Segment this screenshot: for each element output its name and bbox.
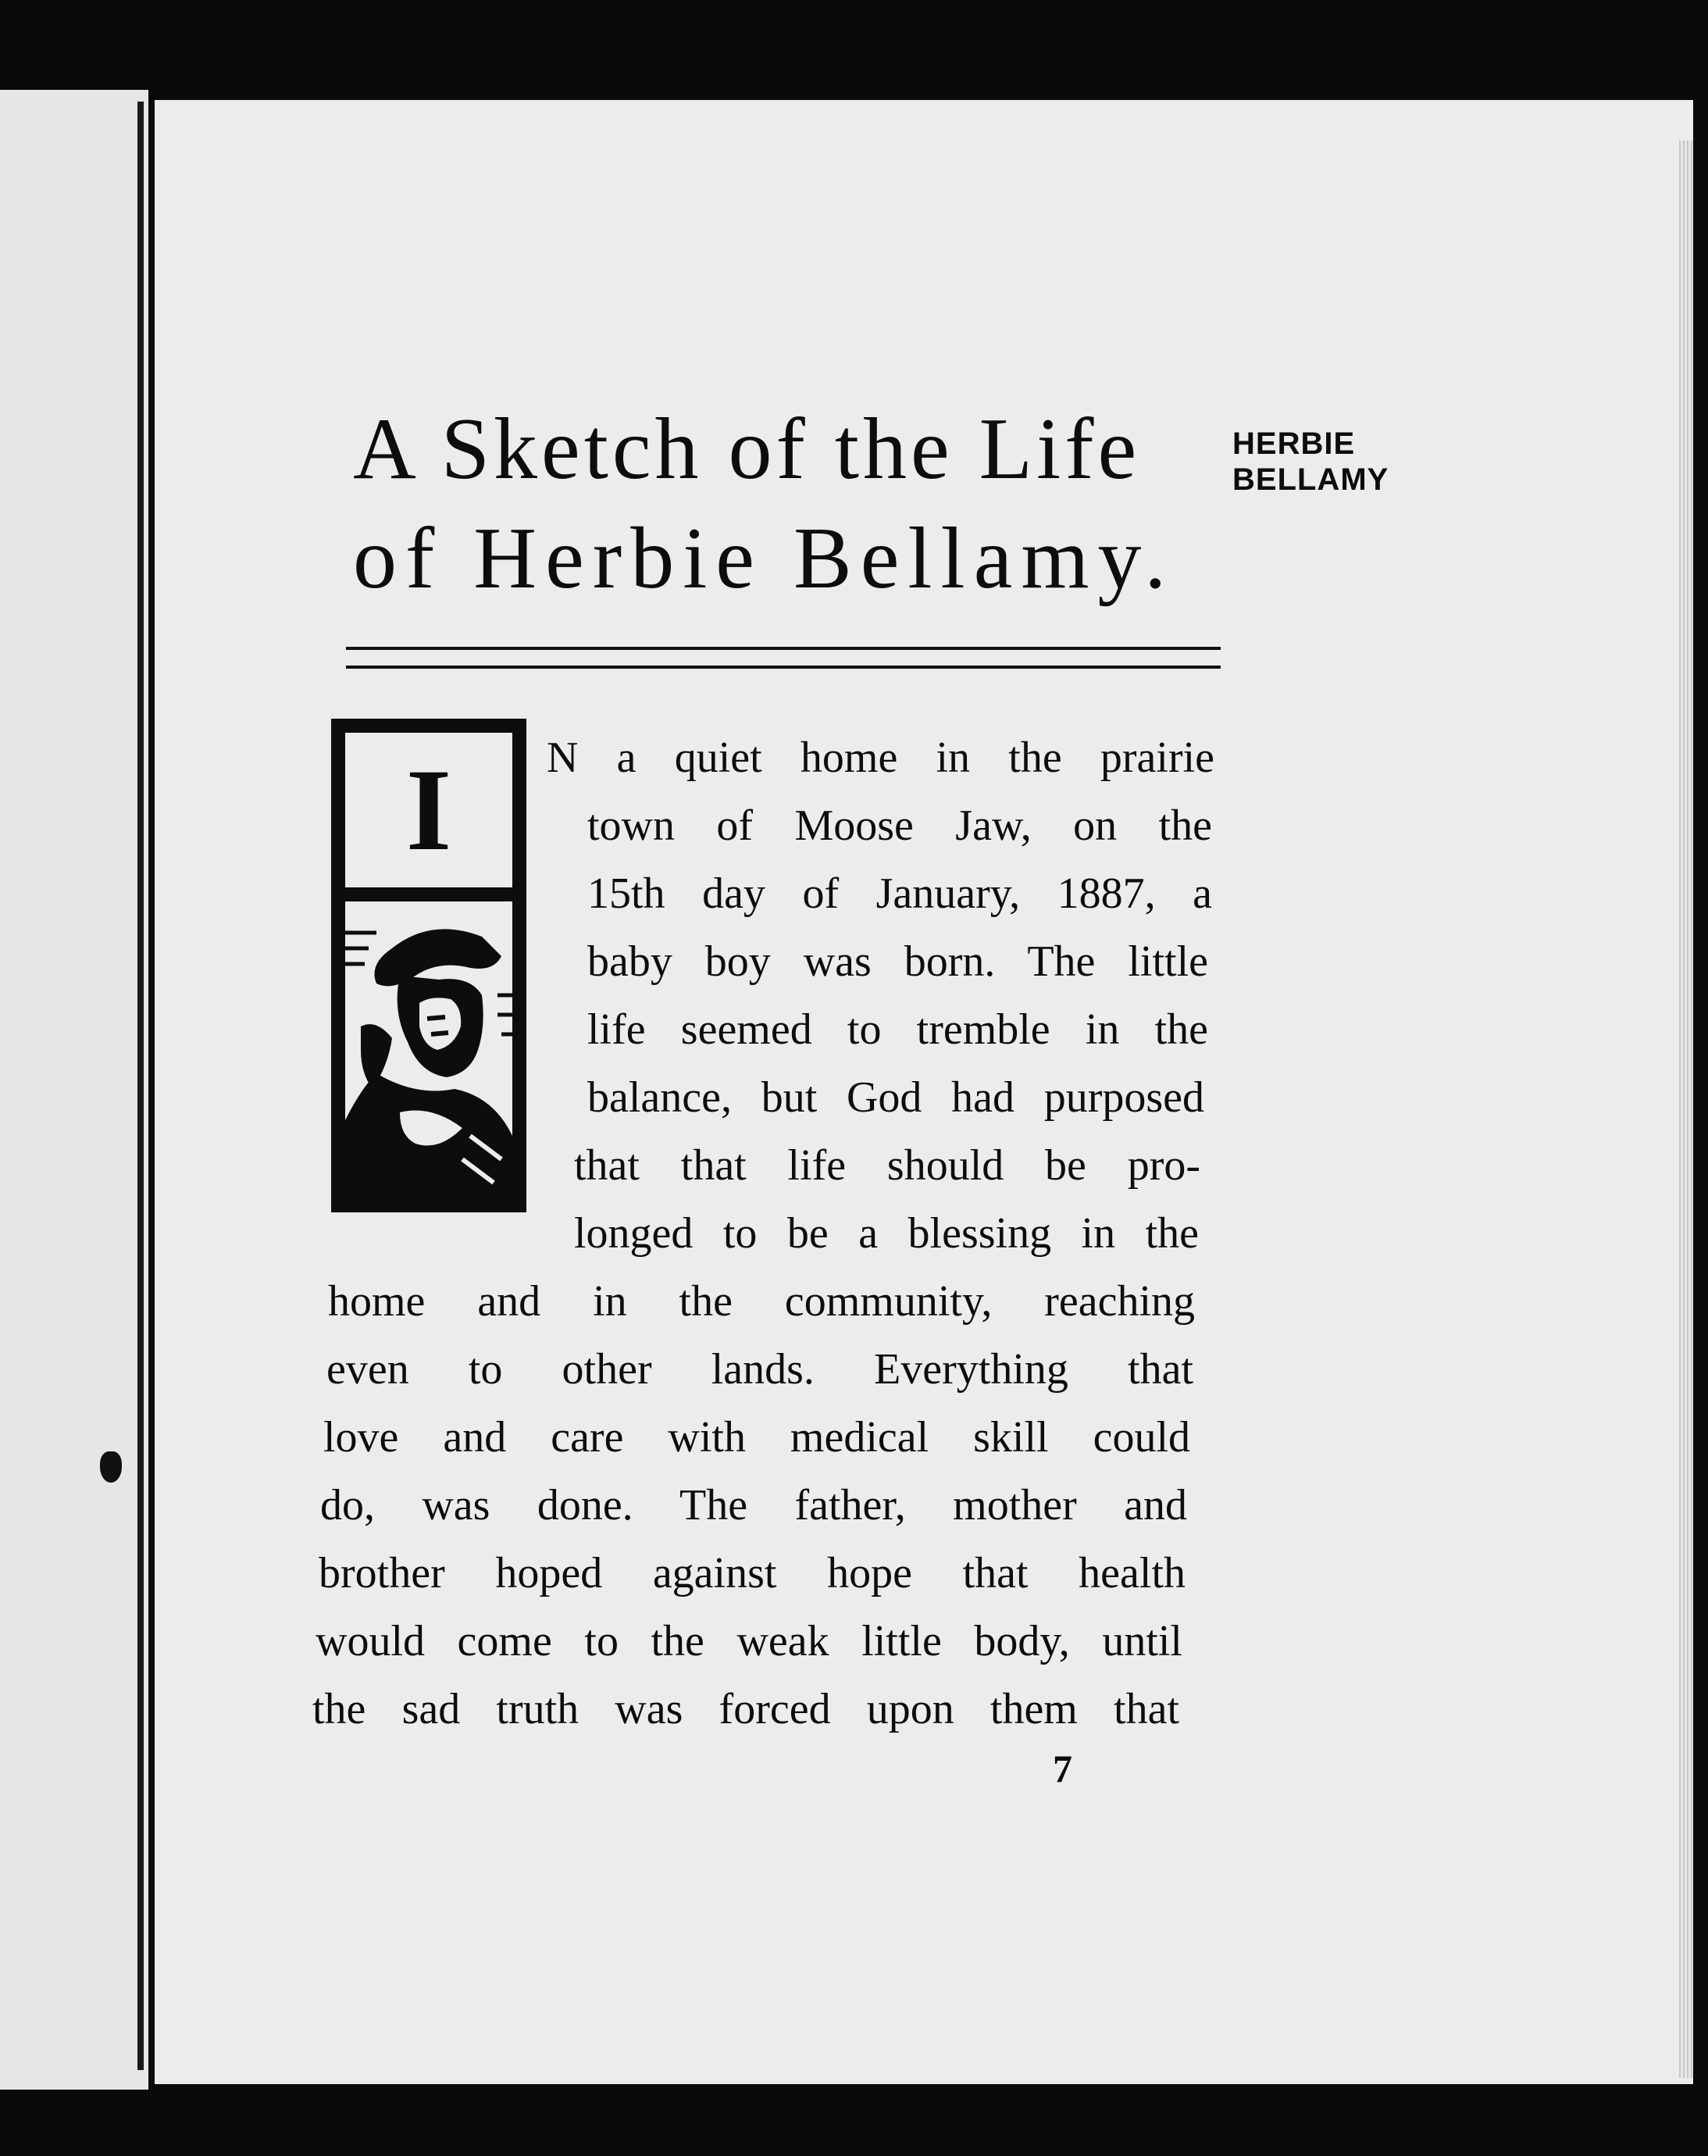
running-head-line-2: BELLAMY xyxy=(1232,462,1389,497)
body-line: the sad truth was forced upon them that xyxy=(312,1685,1179,1733)
body-line: home and in the community, reaching xyxy=(328,1277,1195,1326)
body-line: that that life should be pro- xyxy=(574,1141,1200,1190)
left-page-fragment xyxy=(0,90,148,2090)
body-line: 15th day of January, 1887, a xyxy=(587,869,1212,918)
body-line: do, was done. The father, mother and xyxy=(320,1481,1187,1530)
body-line: life seemed to tremble in the xyxy=(587,1005,1208,1054)
portrait-woodcut-icon xyxy=(345,901,512,1198)
binding-clip xyxy=(100,1451,122,1483)
body-line: would come to the weak little body, until xyxy=(316,1617,1182,1665)
title-rule-top xyxy=(346,647,1221,650)
page-edge xyxy=(1679,141,1693,2078)
body-line: even to other lands. Everything that xyxy=(326,1345,1193,1394)
body-line: N a quiet home in the prairie xyxy=(547,734,1214,782)
page-title xyxy=(353,394,1267,613)
title-line-1: A Sketch of the Life xyxy=(353,401,1141,498)
body-line: longed to be a blessing in the xyxy=(574,1209,1199,1258)
title-rule-bottom xyxy=(346,666,1221,669)
drop-cap-letter: I xyxy=(405,745,452,875)
body-line: balance, but God had purposed xyxy=(587,1073,1204,1122)
running-head-line-1: HERBIE xyxy=(1232,427,1356,461)
book-gutter xyxy=(137,102,144,2070)
page-number: 7 xyxy=(1053,1747,1072,1790)
drop-cap-letter-box xyxy=(345,733,512,887)
running-head xyxy=(1232,426,1389,498)
drop-cap-block xyxy=(331,719,526,1212)
body-line: love and care with medical skill could xyxy=(323,1413,1190,1462)
body-line: town of Moose Jaw, on the xyxy=(587,801,1212,850)
body-line: brother hoped against hope that health xyxy=(319,1549,1186,1597)
title-line-2: of Herbie Bellamy. xyxy=(353,510,1175,607)
body-line: baby boy was born. The little xyxy=(587,937,1208,986)
